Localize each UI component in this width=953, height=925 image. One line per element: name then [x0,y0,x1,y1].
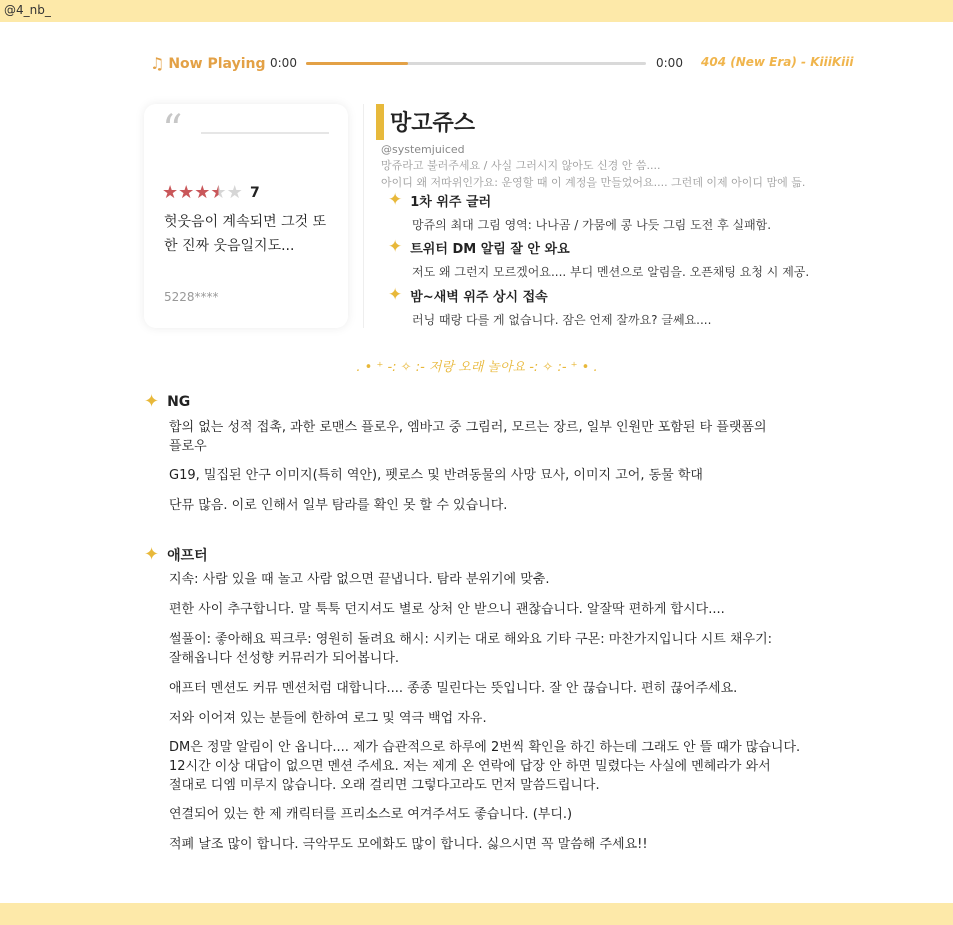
ng-paragraph: 합의 없는 성적 접촉, 과한 로맨스 플로우, 엠바고 중 그림러, 모르는 장르, 일부 인원만 포함된 타 플랫폼의 [169,420,767,435]
profile-desc-line-1: 망쥬라고 불러주세요 / 사실 그러시지 않아도 신경 안 씀.... [381,159,661,172]
profile-item-title: 밤~새벽 위주 상시 접속 [410,290,548,305]
star-empty-icon: ★ [226,182,243,203]
now-playing-label [150,54,265,73]
review-card [144,104,348,328]
profile-item-body: 저도 왜 그런지 모르겠어요.... 부디 멘션으로 알림을. 오픈채팅 요청 시 제공. [412,265,810,279]
after-paragraph: 저와 이어져 있는 분들에 한하여 로그 및 역극 백업 자유. [169,711,487,726]
author-handle: @4_nb_ [4,3,51,17]
after-paragraph: 연결되어 있는 한 제 캐릭터를 프리소스로 여겨주셔도 좋습니다. (부디.) [169,807,573,822]
sparkle-icon: ✦ [144,544,160,565]
bottom-band [0,903,953,925]
time-total: 0:00 [656,56,683,70]
music-note-icon: ♫ [150,54,165,73]
title-accent-bar [376,104,384,140]
tagline: . • ⁺ -: ✧ :- 저랑 오래 놀아요 -: ✧ :- ⁺ • . [356,360,598,375]
profile-description [381,157,805,191]
section-title: 애프터 [167,548,208,564]
after-paragraph: 12시간 이상 대답이 없으면 멘션 주세요. 저는 제게 온 연락에 답장 안 하면 밀렸다는 사실에 멘헤라가 와서 [169,759,771,774]
profile-handle: @systemjuiced [381,143,465,156]
section-ng-heading [144,393,190,411]
star-filled-icon: ★ [194,182,211,203]
profile-item-title: 트위터 DM 알림 잘 안 와요 [410,242,570,257]
review-line-1: 헛웃음이 계속되면 그것 또 [164,214,327,230]
vertical-divider [363,104,364,328]
sparkle-icon: ✦ [388,190,403,210]
now-playing-text: Now Playing [168,55,266,72]
review-line-2: 한 진짜 웃음일지도... [164,238,295,254]
profile-item-body: 러닝 때랑 다를 게 없습니다. 잠은 언제 잘까요? 글쎄요.... [412,313,712,327]
music-player [150,52,854,76]
star-half-icon: ★ [210,182,227,203]
profile-desc-line-2: 아이디 왜 저따위인가요: 운영할 때 이 계정을 만들었어요.... 그런데 이제 아이디 맘에 듦. [381,176,806,189]
top-band [0,0,953,22]
after-paragraph: 절대로 디엠 미루지 않습니다. 오래 걸리면 그렇다고라도 먼저 말씀드립니다. [169,778,600,793]
profile-name: 망고쥬스 [390,111,476,136]
after-paragraph: DM은 정말 알림이 안 옵니다.... 제가 습관적으로 하루에 2번씩 확인을 하긴 하는데 그래도 안 뜰 때가 많습니다. [169,740,801,755]
profile-item [388,191,771,233]
after-paragraph: 애프터 멘션도 커뮤 멘션처럼 대합니다.... 종종 밀린다는 뜻입니다. 잘 안 끊습니다. 편히 끊어주세요. [169,681,738,696]
star-filled-icon: ★ [178,182,195,203]
divider [201,132,329,134]
after-paragraph: 적폐 날조 많이 합니다. 극악무도 모에화도 많이 합니다. 싫으시면 꼭 말씀해 주세요!! [169,837,648,852]
time-elapsed: 0:00 [270,56,297,70]
ng-paragraph: G19, 밀집된 안구 이미지(특히 역안), 펫로스 및 반려동물의 사망 묘사, 이미지 고어, 동물 학대 [169,468,703,483]
star-rating [162,184,243,202]
sparkle-icon: ✦ [144,391,160,412]
profile-item-title: 1차 위주 글러 [410,195,492,210]
section-after-heading [144,545,208,565]
after-paragraph: 지속: 사람 있을 때 놀고 사람 없으면 끝냅니다. 탐라 분위기에 맞춤. [169,572,550,587]
reviewer-id: 5228**** [164,290,219,304]
after-paragraph: 편한 사이 추구합니다. 말 툭툭 던지셔도 별로 상처 안 받으니 괜찮습니다. 알잘딱 편하게 합시다.... [169,602,725,617]
star-filled-icon: ★ [162,182,179,203]
rating-value: 7 [250,185,260,201]
sparkle-icon: ✦ [388,237,403,257]
song-title: 404 (New Era) - KiiiKiii [701,55,854,69]
profile-item [388,238,809,280]
after-paragraph: 썰풀이: 좋아해요 픽크루: 영원히 돌려요 해시: 시키는 대로 해와요 기타 구몬: 마찬가지입니다 시트 채우기: [169,632,773,647]
ng-paragraph: 단뮤 많음. 이로 인해서 일부 탐라를 확인 못 할 수 있습니다. [169,498,508,513]
quote-icon: “ [162,107,183,153]
sparkle-icon: ✦ [388,285,403,305]
ng-paragraph: 플로우 [169,439,207,454]
section-title: NG [167,394,191,410]
review-text [164,210,336,258]
progress-fill [306,62,408,65]
profile-item-body: 망쥬의 최대 그림 영역: 나나곰 / 가뭄에 콩 나듯 그림 도전 후 실패함. [412,218,772,232]
after-paragraph: 잘해옵니다 선성향 커뮤러가 되어봅니다. [169,651,400,666]
progress-bar[interactable] [306,62,646,65]
profile-item [388,286,711,328]
